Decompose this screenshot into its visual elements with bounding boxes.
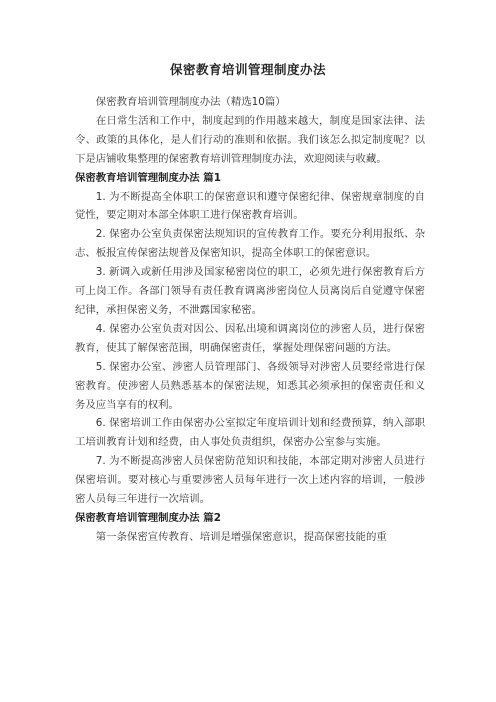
section1-item-6: 6. 保密培训工作由保密办公室拟定年度培训计划和经费预算，纳入部职工培训教育计划和经费，由人事处负责组织，保密办公室参与实施。 xyxy=(75,417,425,449)
document-body xyxy=(75,93,425,547)
section2-first-line: 第一条保密宣传教育、培训是增强保密意识，提高保密技能的重 xyxy=(95,530,387,543)
section1-item-4: 4. 保密办公室负责对因公、因私出境和调离岗位的涉密人员，进行保密教育，使其了解保密范围，明确保密责任，掌握处理保密问题的方法。 xyxy=(75,322,425,354)
section1-item-1: 1. 为不断提高全体职工的保密意识和遵守保密纪律、保密规章制度的自觉性，要定期对本部全体职工进行保密教育培训。 xyxy=(75,190,425,222)
document-title: 保密教育培训管理制度办法 xyxy=(169,62,326,77)
section1-item-3: 3. 新调入或新任用涉及国家秘密岗位的职工，必须先进行保密教育后方可上岗工作。各部门领导有责任教育调离涉密岗位人员离岗后自觉遵守保密纪律，承担保密义务，不泄露国家秘密。 xyxy=(75,266,425,316)
section1-item-2: 2. 保密办公室负责保密法规知识的宣传教育工作。要充分利用报纸、杂志、板报宣传保密法规普及保密知识，提高全体职工的保密意识。 xyxy=(75,228,425,260)
section1-item-7: 7. 为不断提高涉密人员保密防范知识和技能，本部定期对涉密人员进行保密培训。要对核心与重要涉密人员每年进行一次上述内容的培训，一般涉密人员每三年进行一次培训。 xyxy=(75,455,425,506)
section-heading-2: 保密教育培训管理制度办法 篇2 xyxy=(75,511,221,524)
section1-item-5: 5. 保密办公室、涉密人员管理部门、各级领导对涉密人员要经常进行保密教育。使涉密人员熟悉基本的保密法规，知悉其必须承担的保密责任和义务及应当享有的权利。 xyxy=(75,360,425,411)
intro-paragraph: 在日常生活和工作中，制度起到的作用越来越大，制度是国家法律、法令、政策的具体化，是人们行动的准则和依据。我们该怎么拟定制度呢？以下是店铺收集整理的保密教育培训管理制度办法，欢迎阅读与收藏。 xyxy=(75,114,425,165)
section-heading-1: 保密教育培训管理制度办法 篇1 xyxy=(75,171,221,184)
document-subtitle: 保密教育培训管理制度办法（精选10篇） xyxy=(95,96,286,108)
